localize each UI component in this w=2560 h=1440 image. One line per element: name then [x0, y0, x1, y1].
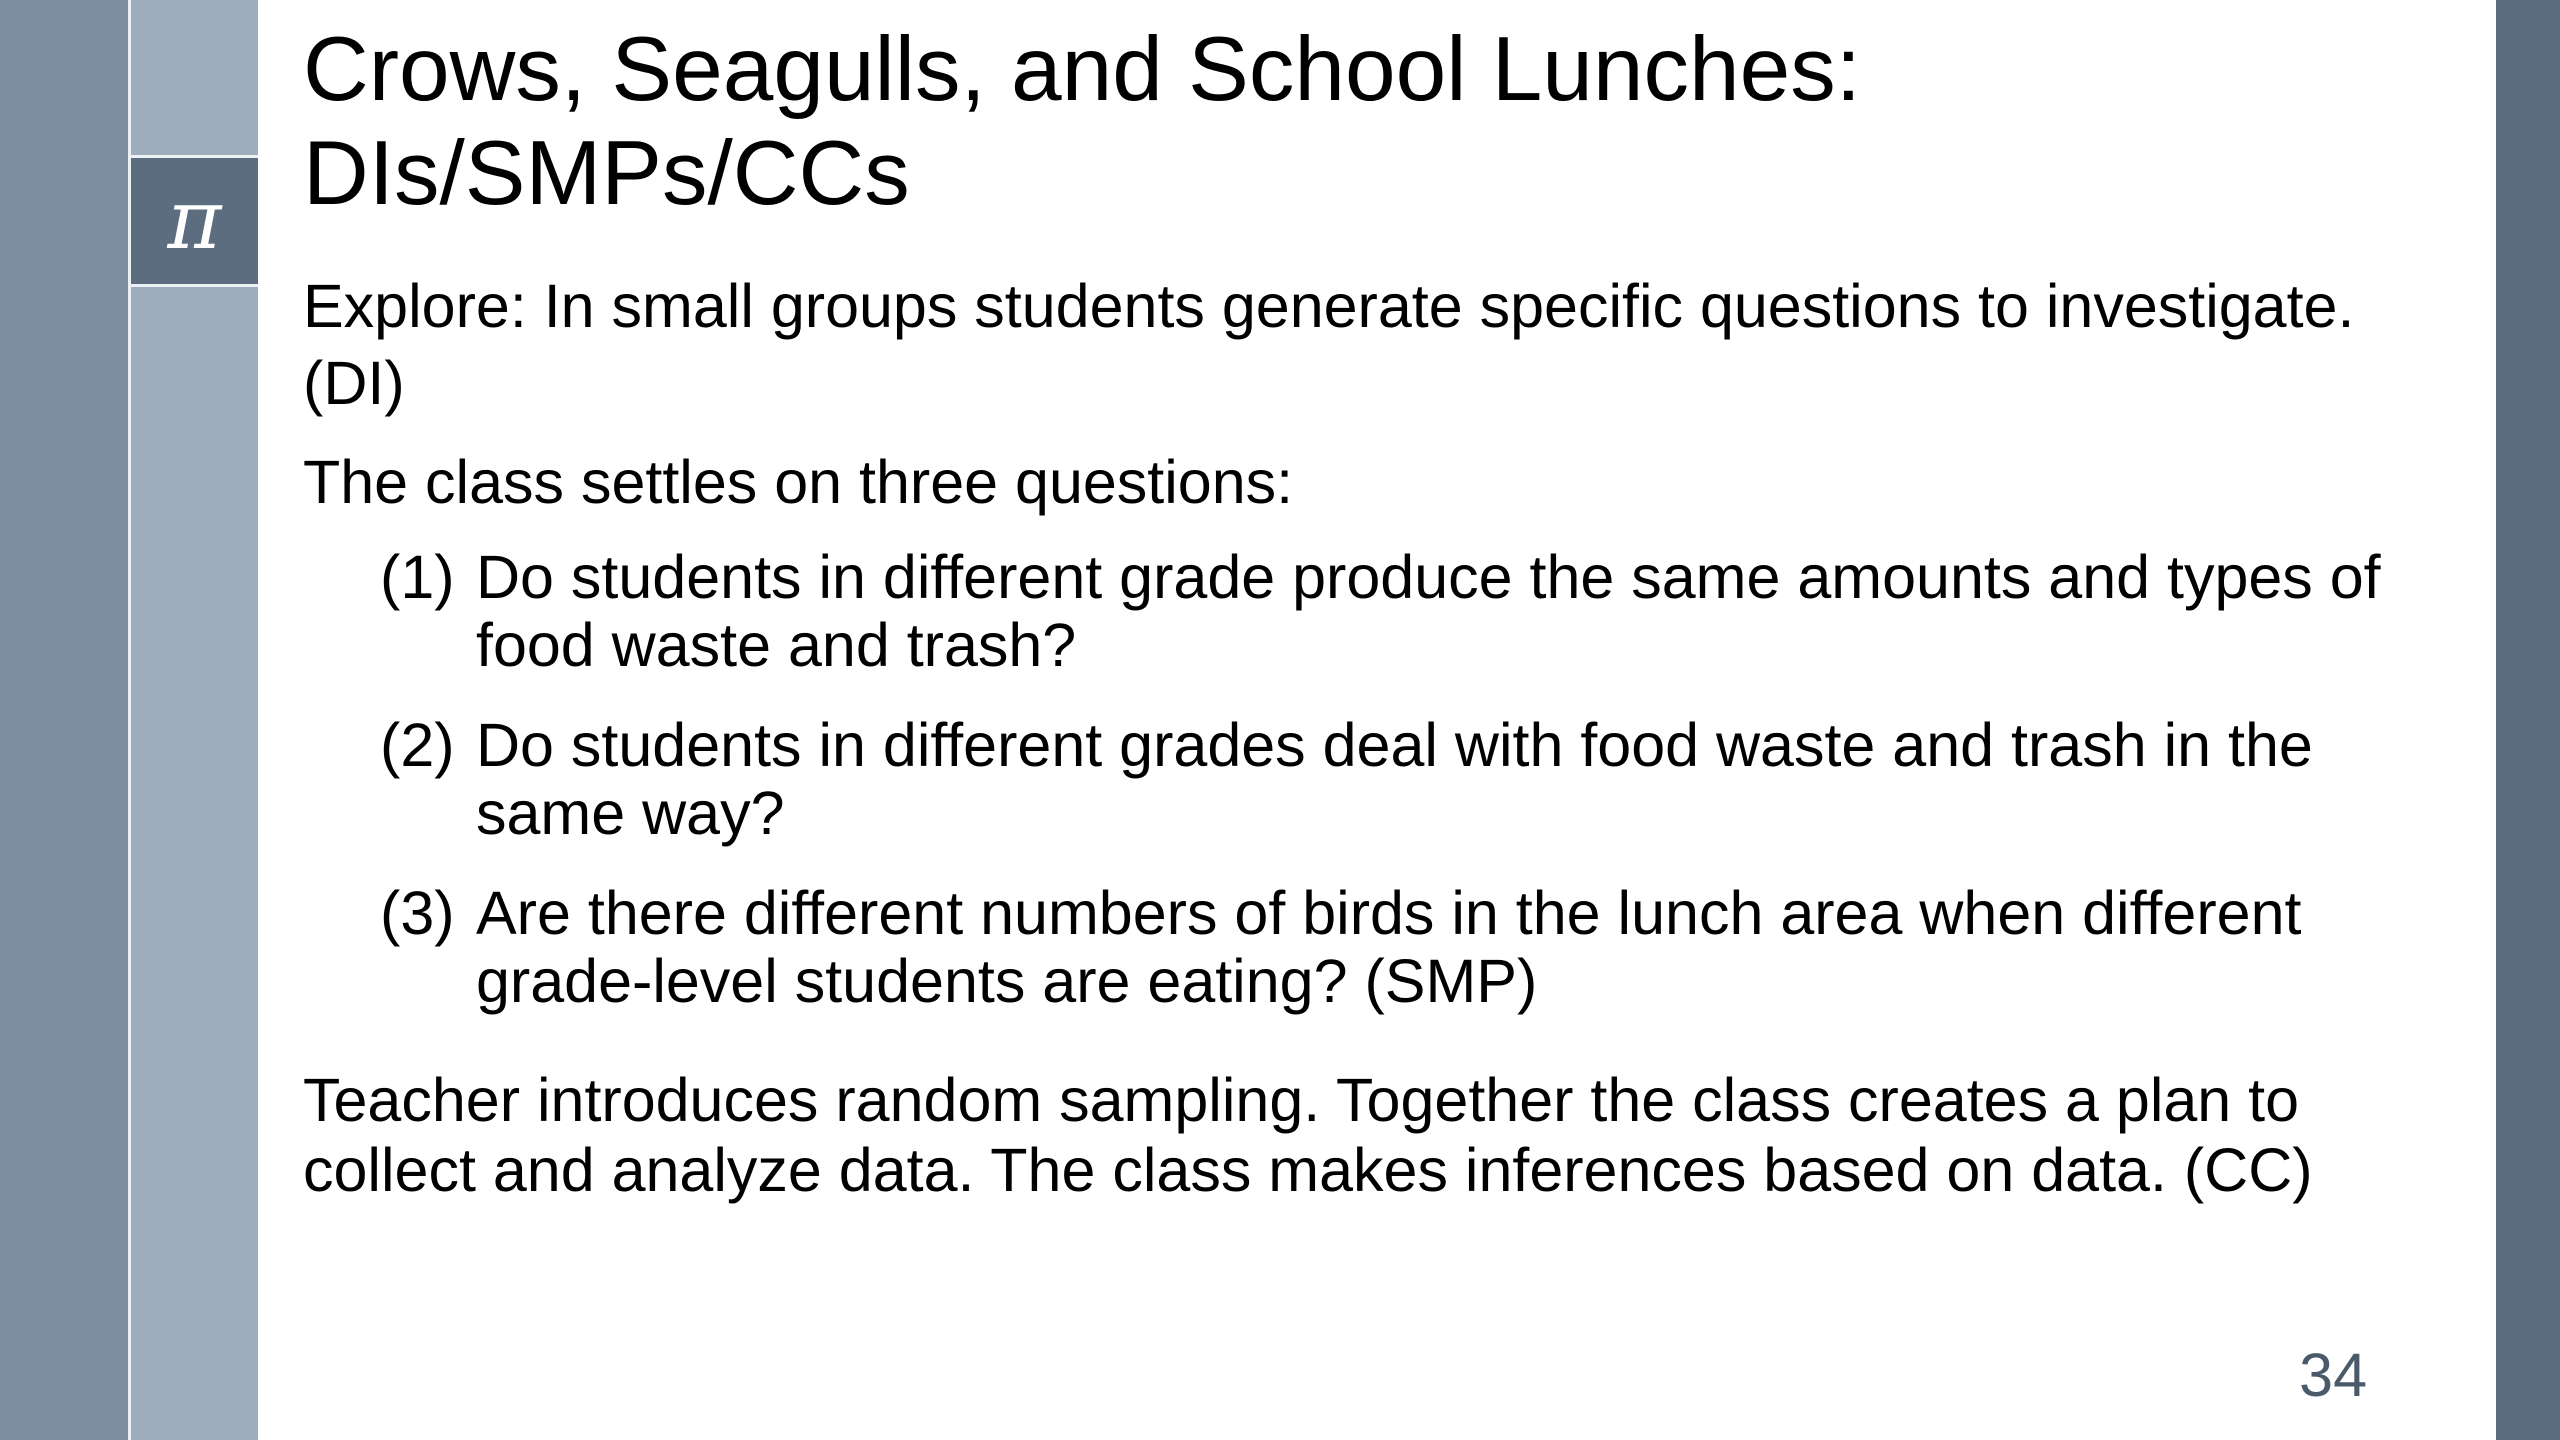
pi-logo-icon: π — [131, 155, 258, 287]
question-text: Do students in different grade produce the same amounts and types of food waste and trash? — [476, 543, 2381, 679]
slide-title-line-2: DIs/SMPs/CCs — [303, 123, 910, 224]
page-number: 34 — [2299, 1341, 2367, 1409]
slide-title — [303, 18, 2453, 226]
left-sidebar-band — [0, 0, 128, 1440]
conclusion-paragraph: Teacher introduces random sampling. Together the class creates a plan to collect and analyze data. The class makes inferences based on data. (CC) — [303, 1066, 2313, 1204]
right-edge-band — [2496, 0, 2560, 1440]
question-number: (3) — [380, 879, 455, 947]
question-text: Are there different numbers of birds in the lunch area when different grade-level students are eating? (SMP) — [476, 879, 2302, 1015]
question-item — [380, 711, 2453, 847]
question-text: Do students in different grades deal with food waste and trash in the same way? — [476, 711, 2313, 847]
slide-title-line-1: Crows, Seagulls, and School Lunches: — [303, 19, 1862, 120]
slide-body — [303, 268, 2453, 1205]
question-list — [303, 543, 2453, 1015]
question-item — [380, 879, 2453, 1015]
question-item — [380, 543, 2453, 679]
settles-paragraph: The class settles on three questions: — [303, 448, 1294, 516]
question-number: (2) — [380, 711, 455, 779]
question-number: (1) — [380, 543, 455, 611]
explore-paragraph: Explore: In small groups students generate specific questions to investigate. (DI) — [303, 272, 2355, 417]
